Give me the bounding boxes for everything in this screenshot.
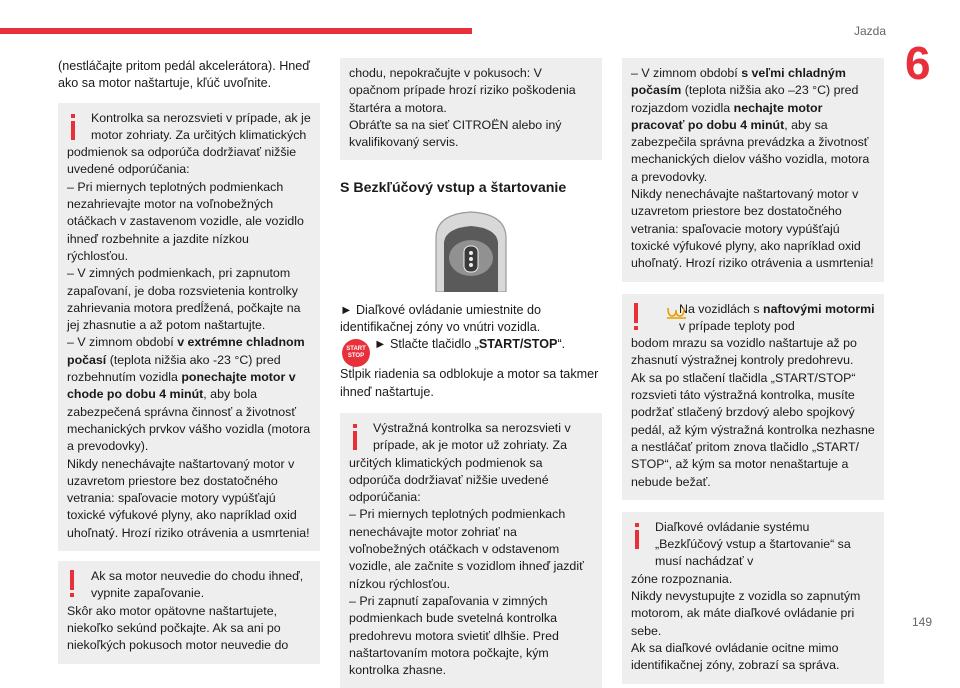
info-box — [340, 413, 602, 688]
stop-label: STOP — [347, 353, 365, 360]
info-box-text: Nikdy nevystupujte z vozidla so zapnutým motorom, ak máte diaľkové ovládanie pri sebe. — [631, 589, 861, 638]
text-run: – V zimnom období — [67, 335, 178, 350]
start-stop-button-icon — [342, 339, 370, 367]
info-icon — [348, 424, 362, 450]
step-2 — [374, 336, 602, 353]
section-heading: S Bezkľúčový vstup a štartovanie — [340, 180, 567, 197]
warning-icon — [631, 303, 641, 331]
warning-icon — [67, 570, 77, 598]
info-icon — [66, 114, 80, 140]
warning-box-text: bodom mrazu sa vozidlo naštartuje až po zhasnutí výstražnej kontroly predohrevu. — [631, 336, 857, 368]
info-box-closing: Nikdy nenechávajte naštartovaný motor v uzavretom priestore bez dostatočného vetrania: spaľovacie motory vypúšťajú toxické výfukové plyny, ako napríklad oxid uhoľnatý. Hrozí riziko otrávenia a usmrtenia! — [67, 456, 310, 540]
column-1 — [58, 58, 320, 664]
info-box-text: určitých klimatických podmienok sa odporúča dodržiavať nižšie uvedené odporúčania: — [349, 455, 549, 505]
info-box-continued — [622, 58, 884, 282]
bold-run: naftovými motormi — [763, 301, 875, 316]
info-box-item — [67, 334, 311, 455]
warning-box — [58, 561, 320, 663]
text-run: v prípade teploty pod — [679, 318, 795, 333]
bold-run: s veľmi chladným počasím — [631, 66, 846, 98]
warning-box-text: Ak sa po stlačení tlačidla „START/STOP“ rozsvieti táto výstražná kontrolka, musíte podržať stlačený brzdový alebo spojkový pedál, až kým výstražná kontrolka nezhasne a nestláčať pritom znova tlačidlo „START/ STOP“, až kým sa motor nenaštartuje a nebude bežať. — [631, 370, 875, 489]
column-3 — [622, 58, 884, 684]
chapter-number: 6 — [905, 37, 931, 89]
text-run: , aby sa zabezpečila správna prevádzka a životnosť mechanických dielov vášho vozidla, motora a prevodovky. — [631, 117, 870, 184]
info-box-closing: Nikdy nenechávajte naštartovaný motor v uzavretom priestore bez dostatočného vetrania: spaľovacie motory vypúšťajú toxické výfukové plyny, ako napríklad oxid uhoľnatý. Hrozí riziko otrávenia a usmrtenia! — [631, 187, 874, 271]
warning-box-text: Skôr ako motor opätovne naštartujete, niekoľko sekúnd počkajte. Ak sa ani po niekoľkých pokusoch motor neuvedie do — [67, 603, 289, 653]
info-box-item — [631, 65, 875, 186]
text-run: ► Stlačte tlačidlo „ — [374, 337, 479, 352]
info-box-item: – Pri zapnutí zapaľovania v zimných podmienkach bude svetelná kontrolka predohrevu motora svietiť dlhšie. Pred naštartovaním motora počkajte, kým kontrolka zhasne. — [349, 593, 559, 678]
header-accent-bar — [0, 28, 472, 34]
bold-run: START/STOP — [478, 337, 558, 352]
text-run: “. — [557, 337, 566, 352]
intro-text: (nestláčajte pritom pedál akcelerátora). Hneď ako sa motor naštartuje, kľúč uvoľnite. — [58, 59, 311, 91]
info-box-lead: Kontrolka sa nerozsvieti v prípade, ak je motor zohriaty. Za určitých klimatických — [91, 110, 311, 142]
text-run: – V zimnom období — [631, 66, 742, 80]
info-box-item: – Pri miernych teplotných podmienkach nenechávajte motor zohriať na voľnobežných otáčkach v odstavenom vozidle, ale začnite s vozidlom ihneď jazdiť nízkou rýchlosťou. — [349, 507, 584, 591]
bold-run: ponechajte motor v chode po dobu 4 minút — [67, 370, 296, 402]
warning-box-text: chodu, nepokračujte v pokusoch: V opačnom prípade hrozí riziko poškodenia štartéra a motora. — [349, 66, 576, 115]
after-text: Stĺpik riadenia sa odblokuje a motor sa takmer ihneď naštartuje. — [340, 367, 599, 399]
page-number: 149 — [912, 615, 933, 629]
text-run: , aby bola zabezpečená správna činnosť a životnosť mechanických prvkov vášho vozidla (motora a prevodovky). — [67, 387, 311, 454]
step-1: ► Diaľkové ovládanie umiestnite do identifikačnej zóny vo vnútri vozidla. — [340, 302, 541, 335]
bold-run: nechajte motor pracovať po dobu 4 minút — [631, 100, 823, 132]
info-icon — [630, 523, 644, 549]
step-2-row — [340, 336, 602, 366]
info-box — [622, 512, 884, 684]
info-box-text: Ak sa diaľkové ovládanie ocitne mimo identifikačnej zóny, zobrazí sa správa. — [631, 640, 840, 673]
info-box-text: podmienok sa odporúča dodržiavať nižšie uvedené odporúčania: — [67, 145, 297, 177]
text-run: (teplota nižšia ako -23 °C) pred rozbehnutím vozidla — [67, 352, 281, 385]
bold-run: v extrémne chladnom počasí — [67, 335, 305, 367]
start-label: START — [346, 346, 366, 353]
text-run: Na vozidlách s — [679, 301, 764, 316]
text-run: (teplota nižšia ako –23 °C) pred rozjazdom vozidla — [631, 83, 859, 115]
warning-box-lead: Ak sa motor neuvedie do chodu ihneď, vypnite zapaľovanie. — [91, 569, 304, 601]
info-box-item: – V zimných podmienkach, pri zapnutom zapaľovaní, je doba rozsvietenia kontrolky zahrievania motora predĺžená, počkajte na jej zhasnutie a až potom naštartujte. — [67, 266, 301, 333]
car-key-zone-illustration — [416, 208, 526, 292]
info-box-text: zóne rozpoznania. — [631, 571, 733, 586]
info-box-lead: Výstražná kontrolka sa nerozsvieti v prípade, ak je motor už zohriaty. Za — [373, 420, 571, 453]
info-box-lead: Diaľkové ovládanie systému „Bezkľúčový vstup a štartovanie“ sa musí nachádzať v — [655, 519, 851, 569]
info-box-item: – Pri miernych teplotných podmienkach nezahrievajte motor na voľnobežných otáčkach v zastavenom vozidle, ale vozidlo ihneď rozbehnite a jazdite nízkou rýchlosťou. — [67, 179, 304, 263]
section-title: Jazda — [853, 24, 886, 38]
column-2 — [340, 58, 602, 688]
info-box — [58, 103, 320, 551]
warning-box-continued — [340, 58, 602, 160]
warning-box — [622, 294, 884, 500]
warning-box-text: Obráťte sa na sieť CITROËN alebo iný kvalifikovaný servis. — [349, 117, 562, 150]
glow-plug-icon — [666, 306, 688, 320]
